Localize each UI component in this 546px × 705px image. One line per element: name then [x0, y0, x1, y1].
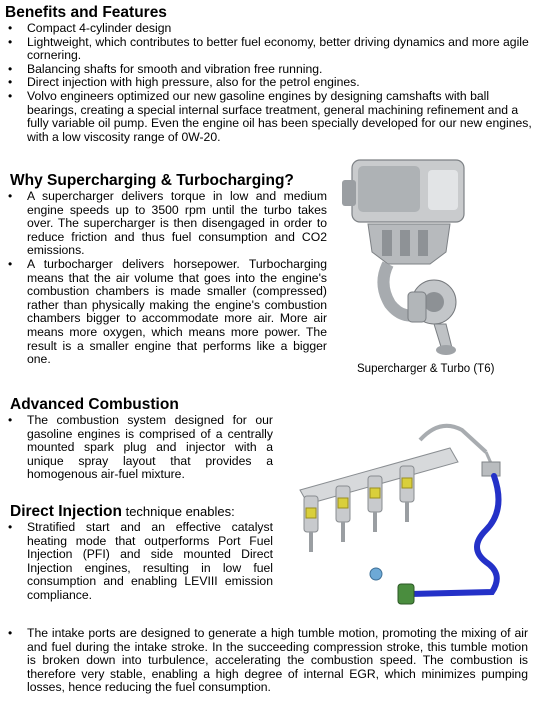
list-item: • The combustion system designed for our gasoline engines is comprised of a centrally mounted spark plug and injector with a unique spray layout that provides a homogenous air-fuel mixture.: [5, 414, 273, 482]
list-item: • The intake ports are designed to generate a high tumble motion, promoting the mixing of air and fuel during the intake stroke. In the succeeding compression stroke, this tumble motion is broken down into turbulence, accelerating the combustion speed. The combustion is therefore very stable, enabling a high degree of internal EGR, which minimizes pumping losses, hence reducing the fuel consumption.: [5, 627, 528, 695]
image-caption: Supercharger & Turbo (T6): [357, 363, 495, 375]
list-item: • A turbocharger delivers horsepower. Turbocharging means that the air volume that goes into the engine's combustion chambers is made smaller (compressed) rather than physically making the engine's combustion chambers bigger to accommodate more air. More air means more oxygen, which means more power. The result is a smaller engine that performs like a bigger one.: [5, 258, 327, 367]
benefits-list: [5, 22, 533, 144]
heading-injection: [10, 503, 235, 520]
supercharger-turbo-image: [338, 152, 478, 362]
list-item: • Compact 4-cylinder design: [5, 22, 533, 36]
combustion-list: [5, 414, 273, 482]
fuel-rail-injector-image: [280, 412, 542, 608]
list-item: • Volvo engineers optimized our new gasoline engines by designing camshafts with ball bearings, creating a special internal surface treatment, general machining refinement and a fully variable oil pump. Even the engine oil has been specially developed for our new engines, with a low viscosity range of 0W-20.: [5, 90, 533, 144]
heading-injection-title: Direct Injection: [10, 503, 122, 520]
heading-combustion: Advanced Combustion: [10, 396, 179, 413]
list-item: • Stratified start and an effective catalyst heating mode that outperforms Port Fuel Injection (PFI) and side mounted Direct Injection engines, resulting in low fuel consumption and enabling LEVIII emission compliance.: [5, 521, 273, 603]
list-item: • A supercharger delivers torque in low and medium engine speeds up to 3500 rpm until the turbo takes over. The supercharger is then disengaged in order to reduce friction and thus fuel consumption and CO2 emissions.: [5, 190, 327, 258]
list-item: • Balancing shafts for smooth and vibration free running.: [5, 63, 533, 77]
heading-injection-rest: technique enables:: [121, 504, 235, 519]
injection-list: [5, 521, 273, 603]
list-item: • Lightweight, which contributes to better fuel economy, better driving dynamics and more agile cornering.: [5, 36, 533, 63]
heading-supercharging: Why Supercharging & Turbocharging?: [10, 172, 294, 189]
supercharging-list: [5, 190, 327, 367]
intake-list: [5, 627, 528, 695]
heading-benefits: Benefits and Features: [5, 4, 167, 21]
list-item: • Direct injection with high pressure, also for the petrol engines.: [5, 76, 533, 90]
